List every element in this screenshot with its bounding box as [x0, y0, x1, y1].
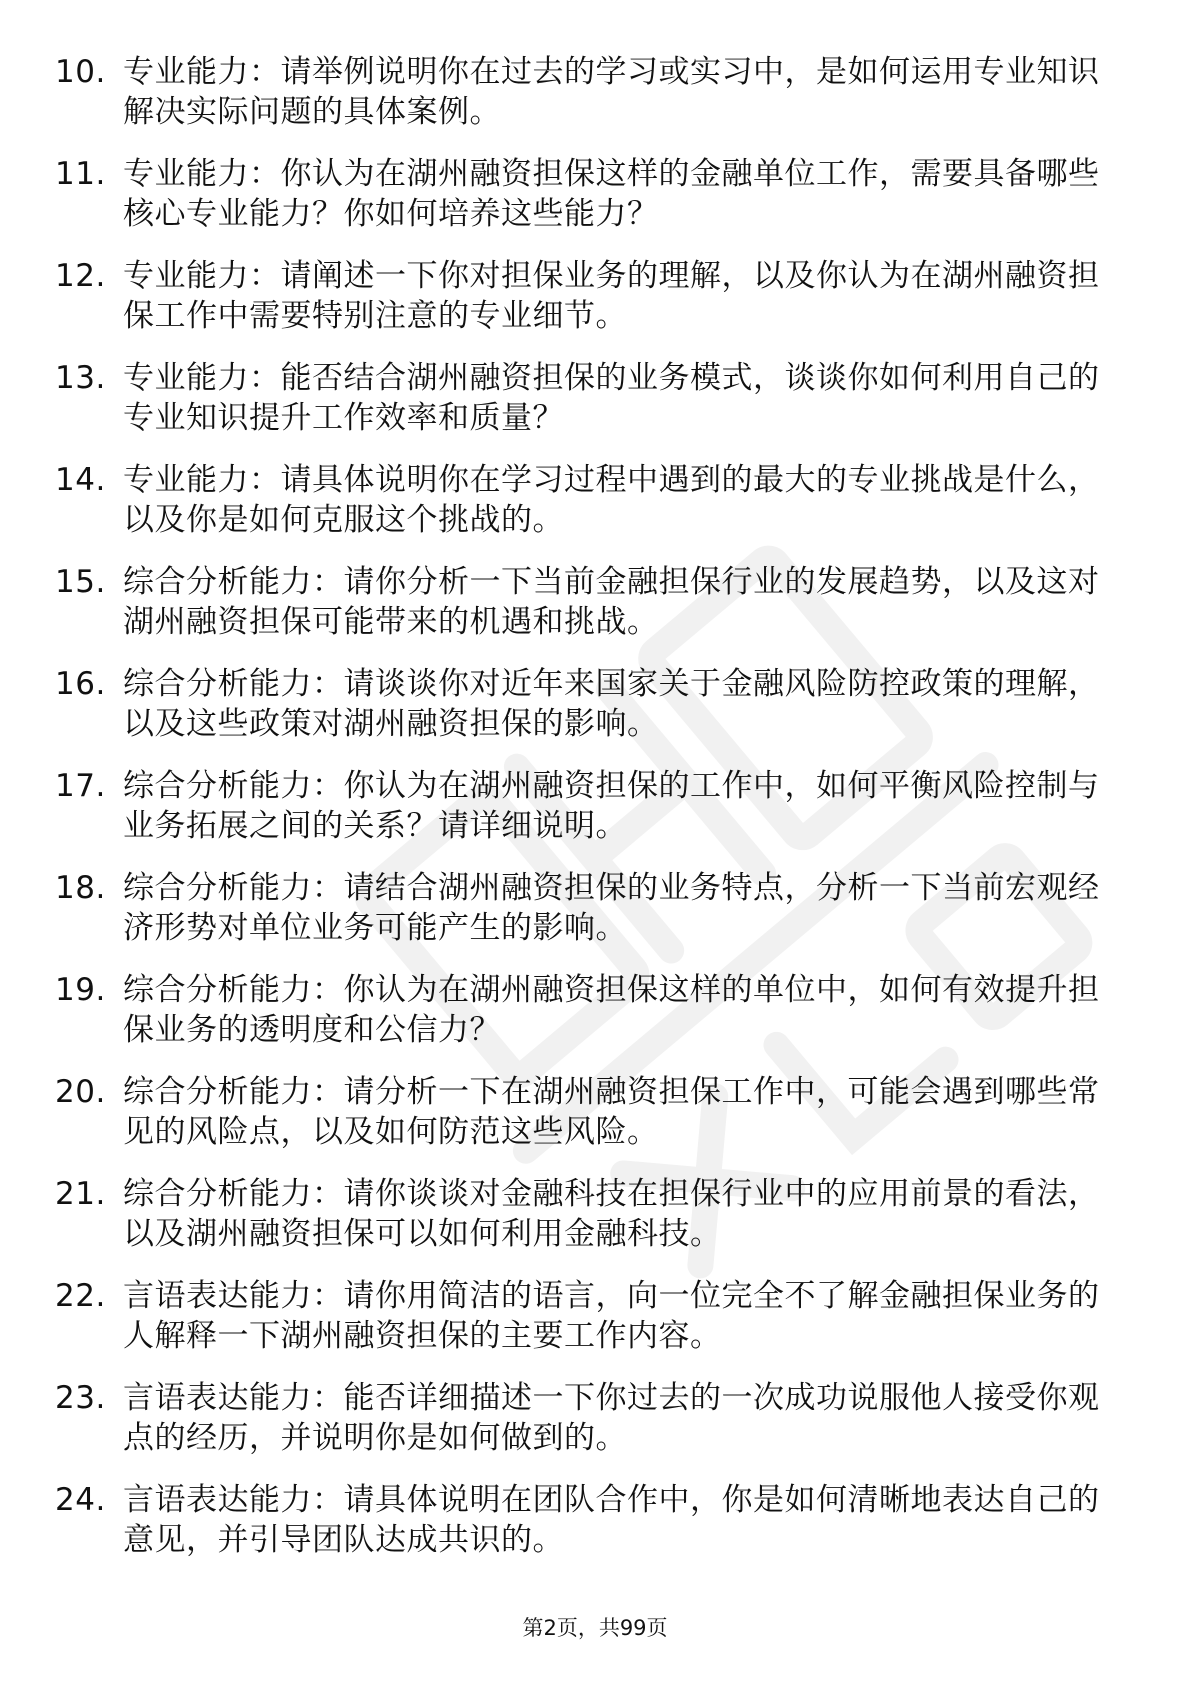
- question-text: 言语表达能力：请你用简洁的语言，向一位完全不了解金融担保业务的人解释一下湖州融资担保的主要工作内容。: [123, 1278, 1100, 1354]
- question-number: 21.: [55, 1176, 106, 1212]
- question-item: [55, 256, 1115, 336]
- question-number: 16.: [55, 666, 106, 702]
- question-number: 18.: [55, 870, 106, 906]
- page-number-label: 第2页，共99页: [522, 1616, 668, 1640]
- question-item: [55, 562, 1115, 642]
- question-text: 专业能力：能否结合湖州融资担保的业务模式，谈谈你如何利用自己的专业知识提升工作效率和质量？: [123, 360, 1100, 436]
- question-item: [55, 664, 1115, 744]
- question-text: 综合分析能力：请分析一下在湖州融资担保工作中，可能会遇到哪些常见的风险点，以及如何防范这些风险。: [123, 1074, 1100, 1150]
- question-text: 言语表达能力：能否详细描述一下你过去的一次成功说服他人接受你观点的经历，并说明你是如何做到的。: [123, 1380, 1100, 1456]
- question-item: [55, 766, 1115, 846]
- question-number: 10.: [55, 54, 106, 90]
- question-text: 综合分析能力：你认为在湖州融资担保的工作中，如何平衡风险控制与业务拓展之间的关系？请详细说明。: [123, 768, 1100, 844]
- question-text: 综合分析能力：请你谈谈对金融科技在担保行业中的应用前景的看法，以及湖州融资担保可以如何利用金融科技。: [123, 1176, 1100, 1252]
- question-text: 专业能力：请具体说明你在学习过程中遇到的最大的专业挑战是什么，以及你是如何克服这个挑战的。: [123, 462, 1100, 538]
- question-number: 12.: [55, 258, 106, 294]
- question-number: 15.: [55, 564, 106, 600]
- question-number: 22.: [55, 1278, 106, 1314]
- question-item: [55, 970, 1115, 1050]
- question-number: 23.: [55, 1380, 106, 1416]
- question-text: 综合分析能力：请谈谈你对近年来国家关于金融风险防控政策的理解，以及这些政策对湖州融资担保的影响。: [123, 666, 1100, 742]
- question-list: [55, 52, 1115, 1582]
- question-text: 专业能力：请阐述一下你对担保业务的理解，以及你认为在湖州融资担保工作中需要特别注意的专业细节。: [123, 258, 1100, 334]
- question-number: 24.: [55, 1482, 106, 1518]
- page-footer: [0, 1612, 1190, 1642]
- question-item: [55, 1072, 1115, 1152]
- question-number: 20.: [55, 1074, 106, 1110]
- question-text: 综合分析能力：你认为在湖州融资担保这样的单位中，如何有效提升担保业务的透明度和公信力？: [123, 972, 1100, 1048]
- question-number: 17.: [55, 768, 106, 804]
- question-text: 言语表达能力：请具体说明在团队合作中，你是如何清晰地表达自己的意见，并引导团队达成共识的。: [123, 1482, 1100, 1558]
- question-item: [55, 868, 1115, 948]
- question-item: [55, 1480, 1115, 1560]
- question-number: 19.: [55, 972, 106, 1008]
- question-item: [55, 1378, 1115, 1458]
- question-number: 13.: [55, 360, 106, 396]
- question-item: [55, 154, 1115, 234]
- question-item: [55, 52, 1115, 132]
- question-text: 综合分析能力：请你分析一下当前金融担保行业的发展趋势，以及这对湖州融资担保可能带来的机遇和挑战。: [123, 564, 1100, 640]
- question-item: [55, 1174, 1115, 1254]
- question-text: 专业能力：请举例说明你在过去的学习或实习中，是如何运用专业知识解决实际问题的具体案例。: [123, 54, 1100, 130]
- question-text: 专业能力：你认为在湖州融资担保这样的金融单位工作，需要具备哪些核心专业能力？你如何培养这些能力？: [123, 156, 1100, 232]
- question-item: [55, 358, 1115, 438]
- question-number: 11.: [55, 156, 106, 192]
- question-number: 14.: [55, 462, 106, 498]
- question-text: 综合分析能力：请结合湖州融资担保的业务特点，分析一下当前宏观经济形势对单位业务可能产生的影响。: [123, 870, 1100, 946]
- question-item: [55, 1276, 1115, 1356]
- question-item: [55, 460, 1115, 540]
